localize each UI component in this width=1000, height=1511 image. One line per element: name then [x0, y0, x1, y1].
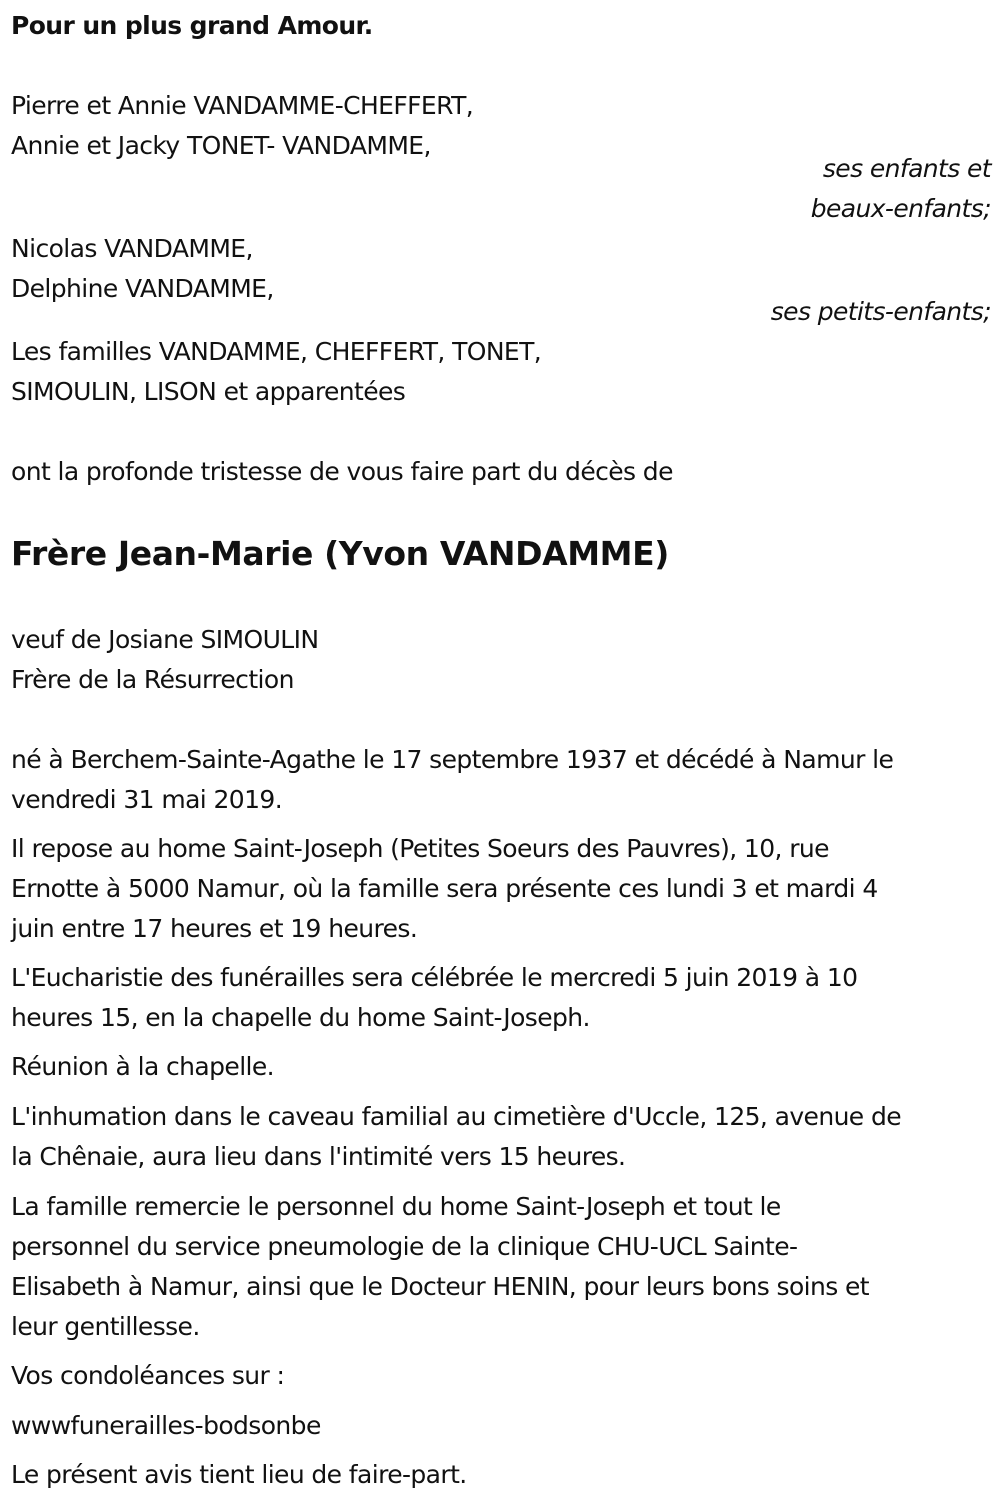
meeting-line: Réunion à la chapelle. [11, 1052, 275, 1081]
children-role-line-1: ses enfants et [822, 154, 991, 183]
website-link[interactable]: wwwfunerailles-bodsonbe [11, 1411, 321, 1440]
thanks-line-4: leur gentillesse. [11, 1312, 200, 1341]
repose-line-3: juin entre 17 heures et 19 heures. [11, 914, 418, 943]
eucharist-line-2: heures 15, en la chapelle du home Saint-Joseph. [11, 1003, 590, 1032]
children-role-line-2: beaux-enfants; [810, 194, 991, 223]
birth-death-line-2: vendredi 31 mai 2019. [11, 785, 283, 814]
deceased-name: Frère Jean-Marie (Yvon VANDAMME) [11, 534, 669, 573]
thanks-line-3: Elisabeth à Namur, ainsi que le Docteur HENIN, pour leurs bons soins et [11, 1272, 869, 1301]
repose-line-1: Il repose au home Saint-Joseph (Petites Soeurs des Pauvres), 10, rue [11, 834, 829, 863]
thanks-line-1: La famille remercie le personnel du home Saint-Joseph et tout le [11, 1192, 781, 1221]
grandchildren-role: ses petits-enfants; [770, 297, 991, 326]
children-line-2: Annie et Jacky TONET- VANDAMME, [11, 131, 431, 160]
eucharist-line-1: L'Eucharistie des funérailles sera célébrée le mercredi 5 juin 2019 à 10 [11, 963, 858, 992]
families-line-2: SIMOULIN, LISON et apparentées [11, 377, 406, 406]
detail-widower: veuf de Josiane SIMOULIN [11, 625, 319, 654]
grandchild-line-2: Delphine VANDAMME, [11, 274, 274, 303]
detail-congregation: Frère de la Résurrection [11, 665, 294, 694]
announcement-intro: ont la profonde tristesse de vous faire part du décès de [11, 457, 673, 486]
dedication: Pour un plus grand Amour. [11, 11, 373, 40]
families-line-1: Les familles VANDAMME, CHEFFERT, TONET, [11, 337, 542, 366]
birth-death-line-1: né à Berchem-Sainte-Agathe le 17 septembre 1937 et décédé à Namur le [11, 745, 894, 774]
thanks-line-2: personnel du service pneumologie de la clinique CHU-UCL Sainte- [11, 1232, 798, 1261]
condolences-line: Vos condoléances sur : [11, 1361, 285, 1390]
repose-line-2: Ernotte à 5000 Namur, où la famille sera présente ces lundi 3 et mardi 4 [11, 874, 878, 903]
grandchild-line-1: Nicolas VANDAMME, [11, 234, 253, 263]
burial-line-1: L'inhumation dans le caveau familial au cimetière d'Uccle, 125, avenue de [11, 1102, 901, 1131]
burial-line-2: la Chênaie, aura lieu dans l'intimité vers 15 heures. [11, 1142, 626, 1171]
children-line-1: Pierre et Annie VANDAMME-CHEFFERT, [11, 91, 474, 120]
closing-line: Le présent avis tient lieu de faire-part. [11, 1460, 467, 1489]
